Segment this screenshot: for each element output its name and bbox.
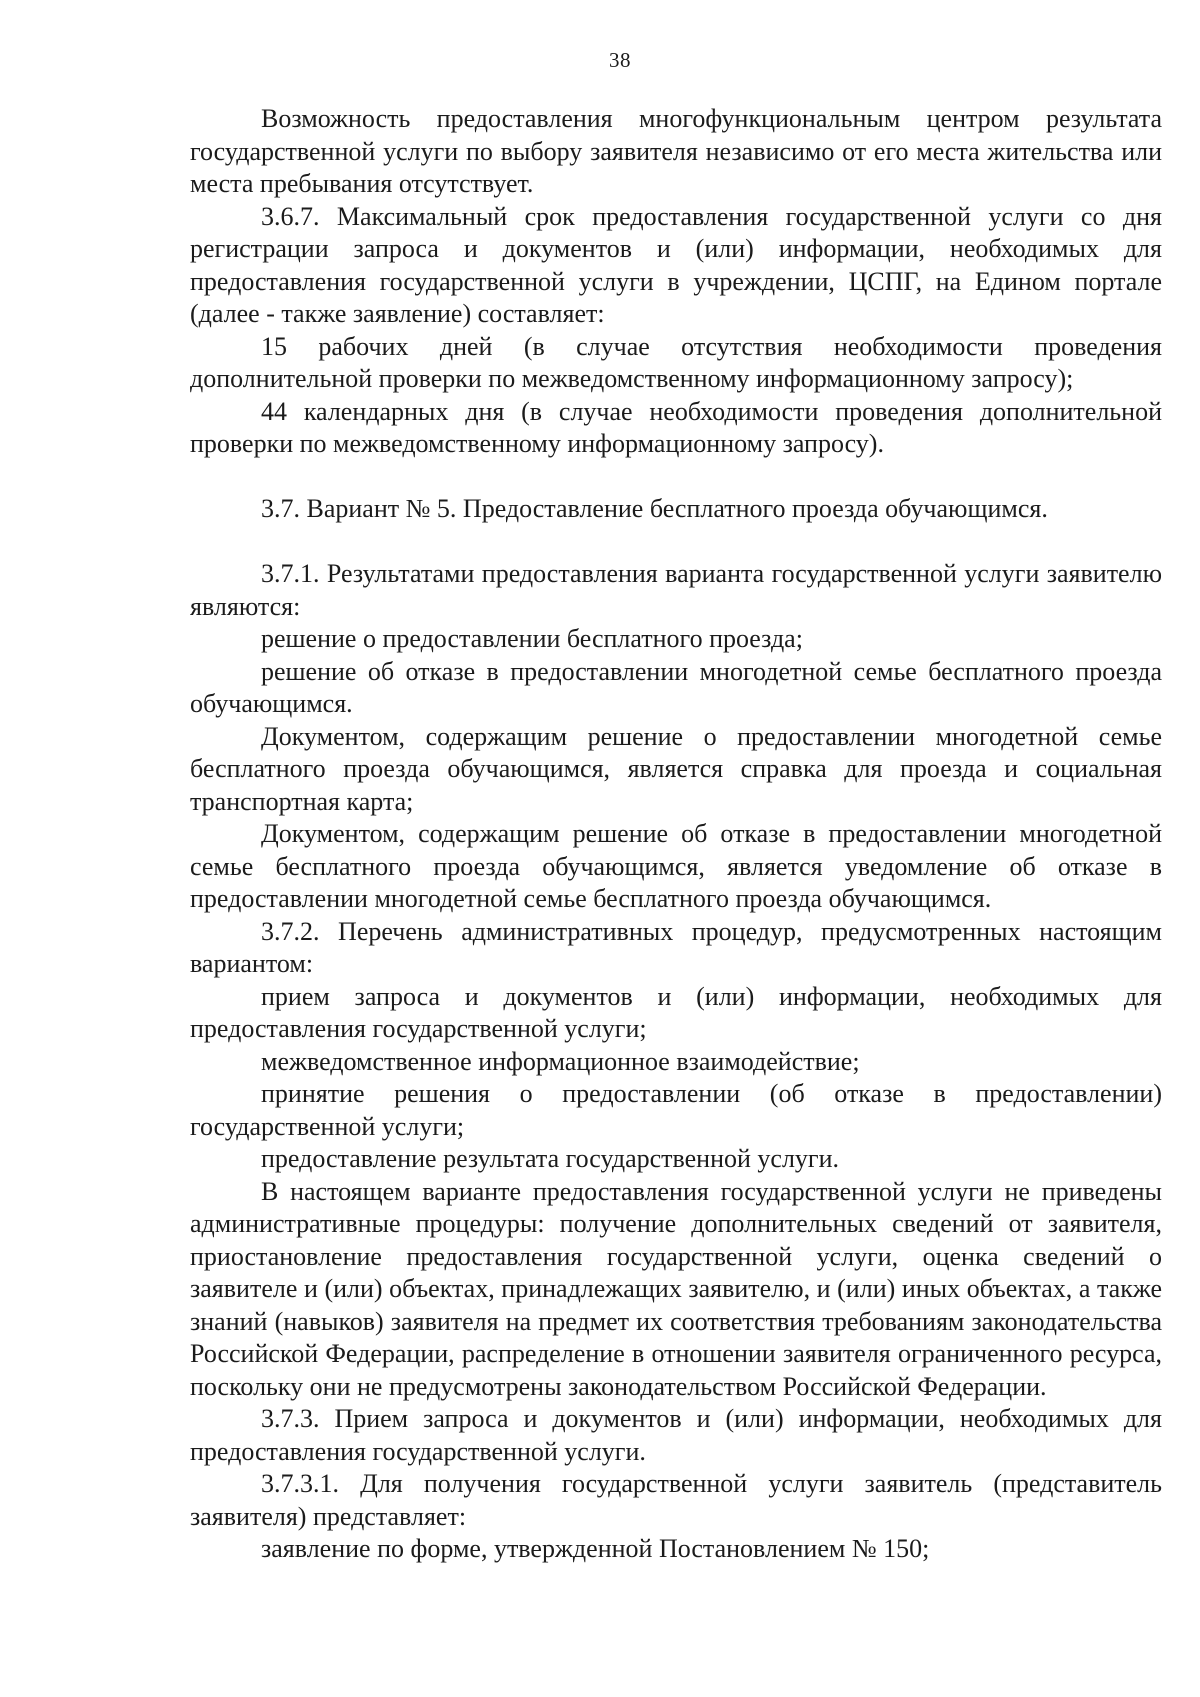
paragraph-3-7-2: 3.7.2. Перечень административных процедур, предусмотренных настоящим вариантом: (190, 916, 1162, 978)
paragraph-refusal-document: Документом, содержащим решение об отказе в предоставлении многодетной семье бесплатного проезда обучающимся, является уведомление об отказе в предоставлении многодетной семье бесплатного проезда обучающимся. (190, 819, 1162, 913)
list-item-application-form: заявление по форме, утвержденной Постановлением № 150; (261, 1534, 930, 1563)
page-number: 38 (609, 48, 631, 72)
paragraph-44-days: 44 календарных дня (в случае необходимости проведения дополнительной проверки по межведомственному информационному запросу). (190, 396, 1162, 458)
list-item-decision-making: принятие решения о предоставлении (об отказе в предоставлении) государственной услуги; (190, 1079, 1162, 1141)
paragraph-mfc-result: Возможность предоставления многофункциональным центром результата государственной услуги по выбору заявителя независимо от его места жительства или места пребывания отсутствует. (190, 104, 1162, 198)
paragraph-15-days: 15 рабочих дней (в случае отсутствия необходимости проведения дополнительной проверки по межведомственному информационному запросу); (190, 331, 1162, 393)
list-item-request-intake: прием запроса и документов и (или) информации, необходимых для предоставления государственной услуги; (190, 981, 1162, 1043)
paragraph-excluded-procedures: В настоящем варианте предоставления государственной услуги не приведены административные процедуры: получение дополнительных сведений от заявителя, приостановление предоставления государственной услуги, оценка сведений о заявителе и (или) объектах, принадлежащих заявителю, и (или) иных объектах, а также знаний (навыков) заявителя на предмет их соответствия требованиям законодательства Российской Федерации, распределение в отношении заявителя ограниченного ресурса, поскольку они не предусмотрены законодательством Российской Федерации. (190, 1176, 1162, 1401)
list-item-decision-refusal: решение об отказе в предоставлении многодетной семье бесплатного проезда обучающимся. (190, 656, 1162, 718)
list-item-decision-grant: решение о предоставлении бесплатного проезда; (261, 624, 803, 653)
list-item-result-delivery: предоставление результата государственной услуги. (261, 1144, 840, 1173)
paragraph-grant-document: Документом, содержащим решение о предоставлении многодетной семье бесплатного проезда обучающимся, является справка для проезда и социальная транспортная карта; (190, 721, 1162, 816)
paragraph-3-7-3-1: 3.7.3.1. Для получения государственной услуги заявитель (представитель заявителя) представляет: (190, 1469, 1162, 1531)
document-body (190, 103, 1162, 1566)
paragraph-3-7-3: 3.7.3. Прием запроса и документов и (или) информации, необходимых для предоставления государственной услуги. (190, 1404, 1162, 1466)
paragraph-3-6-7: 3.6.7. Максимальный срок предоставления государственной услуги со дня регистрации запроса и документов и (или) информации, необходимых для предоставления государственной услуги в учреждении, ЦСПГ, на Едином портале (далее - также заявление) составляет: (190, 201, 1162, 328)
paragraph-3-7-1: 3.7.1. Результатами предоставления варианта государственной услуги заявителю являются: (190, 559, 1162, 621)
list-item-interagency: межведомственное информационное взаимодействие; (261, 1046, 860, 1076)
section-heading-3-7: 3.7. Вариант № 5. Предоставление бесплатного проезда обучающимся. (261, 494, 1048, 523)
